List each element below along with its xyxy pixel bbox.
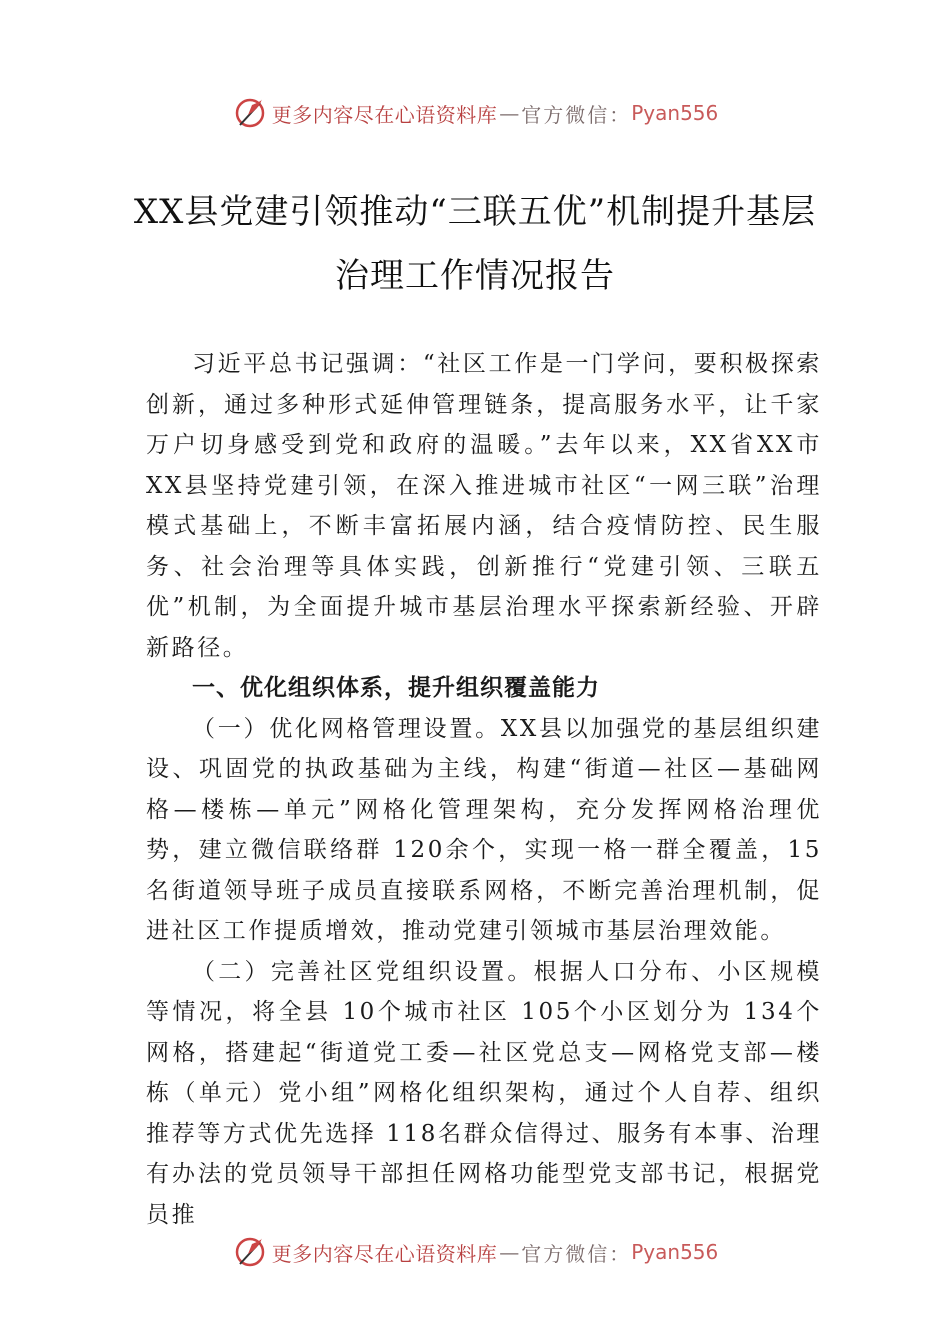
- section-heading: 一、优化组织体系，提升组织覆盖能力: [192, 675, 600, 701]
- banner-prefix: 更多内容尽在心语资料库: [271, 1241, 498, 1266]
- body-paragraph-1: （一）优化网格管理设置。XX县以加强党的基层组织建设、巩固党的执政基础为主线，构建“街道—社区—基础网格—楼栋—单元”网格化管理架构，充分发挥网格治理优势，建立微信联络群 120余个，实现一格一群全覆盖，15名街道领导班子成员直接联系网格，不断完善治理机制，促进社区工作提质增效，推动党建引领城市基层治理效能。: [146, 715, 822, 944]
- document-body: [146, 344, 822, 1235]
- body-paragraph-2: （二）完善社区党组织设置。根据人口分布、小区规模等情况，将全县 10个城市社区 105个小区划分为 134个网格，搭建起“街道党工委—社区党总支—网格党支部—楼栋（单元）党小组”网格化组织架构，通过个人自荐、组织推荐等方式优先选择 118名群众信得过、服务有本事、治理有办法的党员领导干部担任网格功能型党支部书记，根据党员推: [146, 958, 823, 1228]
- quill-logo-icon: [232, 1234, 268, 1270]
- banner-label: 官方微信：: [521, 1241, 632, 1266]
- quill-logo-icon: [232, 95, 268, 131]
- banner-account: Pyan556: [631, 101, 719, 125]
- banner-separator: —: [499, 1240, 520, 1264]
- document-title: XX县党建引领推动“三联五优”机制提升基层治理工作情况报告: [133, 192, 817, 296]
- header-banner: [0, 93, 950, 133]
- banner-account: Pyan556: [631, 1240, 719, 1264]
- intro-paragraph: 习近平总书记强调：“社区工作是一门学问，要积极探索创新，通过多种形式延伸管理链条，提高服务水平，让千家万户切身感受到党和政府的温暖。”去年以来，XX省XX市XX县坚持党建引领，在深入推进城市社区“一网三联”治理模式基础上，不断丰富拓展内涵，结合疫情防控、民生服务、社会治理等具体实践，创新推行“党建引领、三联五优”机制，为全面提升城市基层治理水平探索新经验、开辟新路径。: [146, 351, 822, 661]
- footer-banner: [0, 1232, 950, 1272]
- banner-separator: —: [499, 101, 520, 125]
- banner-label: 官方微信：: [521, 102, 632, 127]
- banner-prefix: 更多内容尽在心语资料库: [271, 102, 498, 127]
